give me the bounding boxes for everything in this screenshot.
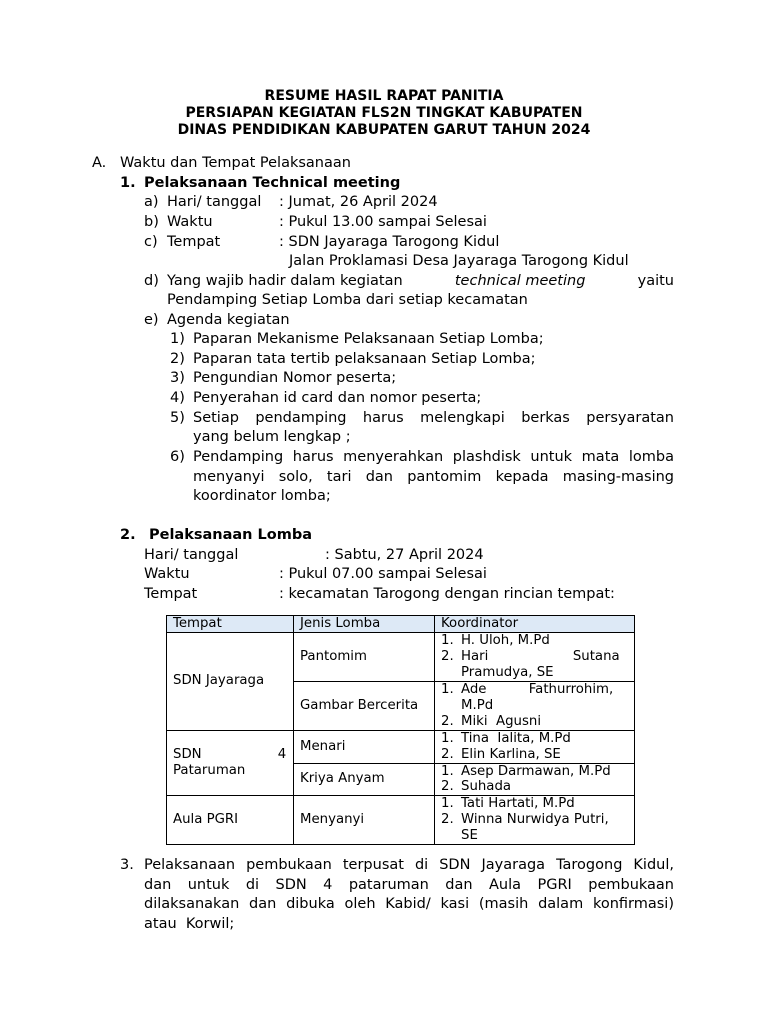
koordinator-name-cont: SE xyxy=(461,828,478,844)
item-2-waktu-label: Waktu xyxy=(144,566,190,582)
agenda-5-text xyxy=(193,409,674,429)
item-2-hari-value: : Sabtu, 27 April 2024 xyxy=(325,547,484,563)
agenda-1-text: Paparan Mekanisme Pelaksanaan Setiap Lomba; xyxy=(193,331,544,347)
item-1c-value-address: Jalan Proklamasi Desa Jayaraga Tarogong Kidul xyxy=(289,253,629,269)
tempat-line-1: SDN 4 xyxy=(173,747,287,763)
lomba-table xyxy=(166,615,635,845)
item-1d-pre: Yang wajib hadir dalam kegiatan xyxy=(167,273,403,289)
koordinator-item xyxy=(441,682,628,714)
item-2-marker: 2. xyxy=(120,527,136,543)
item-1b-label: Waktu xyxy=(167,214,213,230)
item-3-text xyxy=(144,856,674,915)
title-line-2: PERSIAPAN KEGIATAN FLS2N TINGKAT KABUPATEN xyxy=(185,105,583,121)
table-cell-koordinator xyxy=(435,730,635,763)
item-1d-italic: technical meeting xyxy=(454,273,586,289)
table-cell-koordinator xyxy=(435,796,635,845)
agenda-4-text: Penyerahan id card dan nomor peserta; xyxy=(193,390,482,406)
table-cell-tempat xyxy=(167,730,294,796)
table-cell-koordinator xyxy=(435,763,635,796)
section-a-heading: Waktu dan Tempat Pelaksanaan xyxy=(120,155,351,171)
item-1b-value: : Pukul 13.00 sampai Selesai xyxy=(279,214,487,230)
table-row xyxy=(167,796,635,845)
agenda-5-number: 5) xyxy=(170,410,185,426)
item-1d-line-2: Pendamping Setiap Lomba dari setiap kecamatan xyxy=(167,292,528,308)
koordinator-name: Winna Nurwidya Putri, xyxy=(461,812,609,828)
item-1c-label: Tempat xyxy=(167,234,221,250)
koordinator-name: Asep Darmawan, M.Pd xyxy=(461,763,611,779)
table-cell-tempat: Aula PGRI xyxy=(167,796,294,845)
agenda-6-text xyxy=(193,448,674,487)
koordinator-item xyxy=(441,747,628,763)
koordinator-name: Suhada xyxy=(461,779,512,795)
koordinator-number: 2. xyxy=(441,746,454,762)
koordinator-number: 2. xyxy=(441,779,454,795)
koordinator-number: 1. xyxy=(441,796,454,812)
title-line-1: RESUME HASIL RAPAT PANITIA xyxy=(264,88,504,104)
item-1a-marker: a) xyxy=(144,194,159,210)
koordinator-name: Tati Hartati, M.Pd xyxy=(461,796,575,812)
koordinator-name-cont: Pramudya, SE xyxy=(461,664,554,680)
item-3-marker: 3. xyxy=(120,857,134,873)
koordinator-item xyxy=(441,714,628,730)
item-2-waktu-value: : Pukul 07.00 sampai Selesai xyxy=(279,566,487,582)
table-cell-koordinator xyxy=(435,633,635,682)
item-3-line-3: dilaksanakan dan dibuka oleh Kabid/ kasi (masih dalam konfirmasi) xyxy=(144,896,674,913)
table-cell-jenis-lomba: Menyanyi xyxy=(294,796,435,845)
koordinator-number: 2. xyxy=(441,812,454,828)
table-cell-jenis-lomba: Pantomim xyxy=(294,633,435,682)
table-row xyxy=(167,633,635,682)
item-3-line-1: Pelaksanaan pembukaan terpusat di SDN Jayaraga Tarogong Kidul, xyxy=(144,857,674,873)
item-1d-post: yaitu xyxy=(637,273,674,289)
table-cell-jenis-lomba: Menari xyxy=(294,730,435,763)
table-cell-koordinator xyxy=(435,682,635,731)
koordinator-name: H. Uloh, M.Pd xyxy=(461,633,550,649)
agenda-6-number: 6) xyxy=(170,449,185,465)
agenda-4-number: 4) xyxy=(170,390,185,406)
koordinator-item xyxy=(441,779,628,795)
koordinator-name: Tina Ialita, M.Pd xyxy=(461,730,571,746)
item-1a-value: : Jumat, 26 April 2024 xyxy=(279,194,438,210)
table-header-koordinator: Koordinator xyxy=(435,616,635,633)
item-1b-marker: b) xyxy=(144,214,159,230)
table-cell-jenis-lomba: Kriya Anyam xyxy=(294,763,435,796)
agenda-2-text: Paparan tata tertib pelaksanaan Setiap Lomba; xyxy=(193,351,536,367)
koordinator-item xyxy=(441,812,628,844)
koordinator-name: Elin Karlina, SE xyxy=(461,746,561,762)
agenda-1-number: 1) xyxy=(170,331,185,347)
koordinator-name: Ade Fathurrohim, xyxy=(461,682,614,697)
item-1e-label: Agenda kegiatan xyxy=(167,312,290,328)
agenda-2-number: 2) xyxy=(170,351,185,367)
item-2-tempat-value: : kecamatan Tarogong dengan rincian tempat: xyxy=(279,586,615,602)
koordinator-item xyxy=(441,633,628,649)
item-3-line-2: dan untuk di SDN 4 pataruman dan Aula PGRI pembukaan xyxy=(144,876,674,893)
agenda-5-line-2: yang belum lengkap ; xyxy=(193,429,351,445)
item-1a-label: Hari/ tanggal xyxy=(167,194,262,210)
agenda-6-line-1: Pendamping harus menyerahkan plashdisk untuk mata lomba xyxy=(193,449,674,465)
item-1e-marker: e) xyxy=(144,312,159,328)
koordinator-name: Hari Sutana xyxy=(461,649,620,665)
koordinator-number: 1. xyxy=(441,682,454,697)
tempat-line-2: Pataruman xyxy=(173,763,246,779)
title-line-3: DINAS PENDIDIKAN KABUPATEN GARUT TAHUN 2024 xyxy=(177,122,591,138)
item-1d-marker: d) xyxy=(144,273,159,289)
item-2-heading: Pelaksanaan Lomba xyxy=(149,527,313,543)
table-cell-tempat: SDN Jayaraga xyxy=(167,633,294,731)
koordinator-name-cont: M.Pd xyxy=(461,697,494,713)
koordinator-number: 2. xyxy=(441,713,454,729)
agenda-5-line-1: Setiap pendamping harus melengkapi berkas persyaratan xyxy=(193,410,674,426)
item-2-hari-label: Hari/ tanggal xyxy=(144,547,239,563)
section-a-marker: A. xyxy=(92,155,107,171)
agenda-3-text: Pengundian Nomor peserta; xyxy=(193,370,397,386)
item-1-heading: Pelaksanaan Technical meeting xyxy=(144,175,401,191)
item-1-marker: 1. xyxy=(120,175,136,191)
koordinator-number: 1. xyxy=(441,763,454,779)
table-header-tempat: Tempat xyxy=(167,616,294,633)
item-3-line-4: atau Korwil; xyxy=(144,916,235,932)
agenda-3-number: 3) xyxy=(170,370,185,386)
koordinator-name: Miki Agusni xyxy=(461,713,542,729)
agenda-6-line-3: koordinator lomba; xyxy=(193,488,331,504)
koordinator-item xyxy=(441,649,628,681)
agenda-6-line-2: menyanyi solo, tari dan pantomim kepada masing-masing xyxy=(193,468,674,485)
item-2-tempat-label: Tempat xyxy=(144,586,198,602)
koordinator-number: 1. xyxy=(441,633,454,649)
table-header-jenis-lomba: Jenis Lomba xyxy=(294,616,435,633)
table-cell-jenis-lomba: Gambar Bercerita xyxy=(294,682,435,731)
koordinator-item xyxy=(441,796,628,812)
koordinator-item xyxy=(441,764,628,780)
item-1c-value: : SDN Jayaraga Tarogong Kidul xyxy=(279,234,500,250)
table-row xyxy=(167,730,635,763)
item-1d-line-1 xyxy=(167,272,674,292)
item-1c-marker: c) xyxy=(144,234,158,250)
koordinator-number: 1. xyxy=(441,730,454,746)
koordinator-item xyxy=(441,731,628,747)
koordinator-number: 2. xyxy=(441,649,454,665)
table-header-row xyxy=(167,616,635,633)
